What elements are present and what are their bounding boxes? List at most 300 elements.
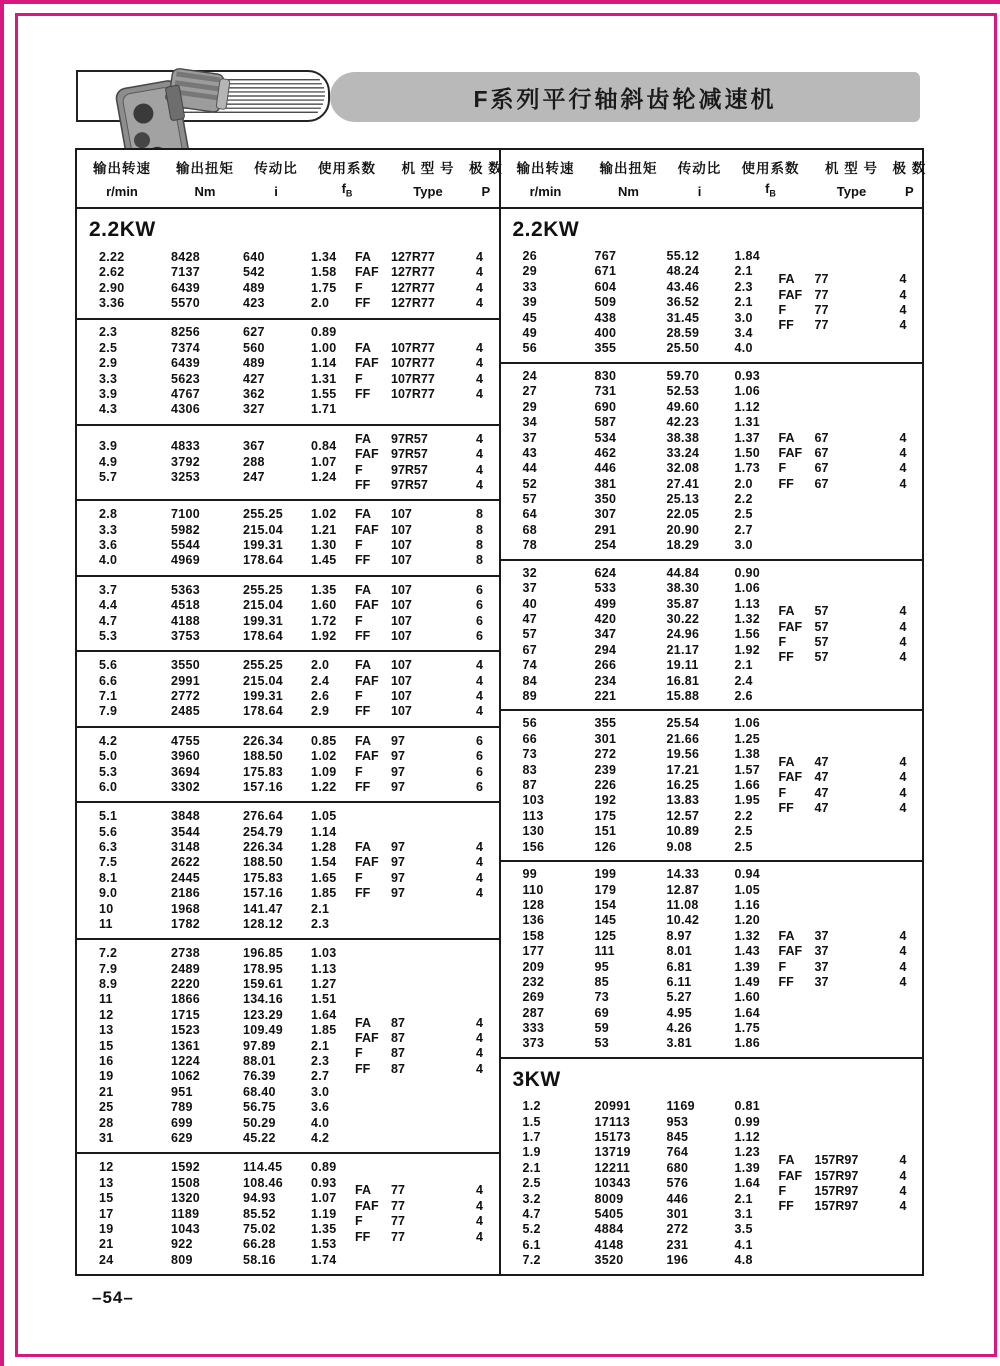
factor-cell: 2.4	[734, 673, 753, 688]
speed-cell: 24	[99, 1252, 114, 1267]
speed-cell: 287	[522, 1005, 545, 1020]
factor-cell: 2.5	[734, 839, 753, 854]
torque-cell: 381	[594, 476, 617, 491]
ratio-cell: 16.81	[666, 673, 700, 688]
type-row	[355, 614, 495, 629]
torque-cell: 1715	[171, 1007, 201, 1022]
section-power-label: 3KW	[512, 1067, 561, 1091]
torque-cell: 3253	[171, 470, 201, 485]
factor-cell: 1.14	[311, 356, 337, 371]
torque-cell: 151	[594, 824, 617, 839]
factor-cell: 1.35	[311, 1221, 337, 1236]
ratio-cell: 4.95	[666, 1005, 693, 1020]
factor-cell: 2.3	[311, 1054, 330, 1069]
table-row	[77, 507, 355, 522]
type-row	[355, 1031, 495, 1046]
ratio-cell: 199.31	[243, 613, 284, 628]
ratio-cell: 75.02	[243, 1221, 276, 1236]
factor-cell: 1.12	[734, 1130, 761, 1145]
table-row	[77, 1085, 355, 1100]
poles-cell: 4	[899, 461, 907, 476]
type-row	[355, 432, 495, 447]
torque-cell: 294	[594, 642, 617, 657]
ratio-cell: 8.01	[666, 944, 693, 959]
torque-cell: 59	[594, 1021, 610, 1036]
speed-cell: 2.5	[522, 1176, 541, 1191]
table-row	[77, 1039, 355, 1054]
type-row	[779, 431, 919, 446]
ratio-cell: 109.49	[243, 1023, 284, 1038]
factor-cell: 1.74	[311, 1252, 337, 1267]
type-prefix-cell: FA	[355, 340, 371, 355]
table-row	[77, 614, 355, 629]
poles-cell: 4	[476, 1214, 483, 1229]
torque-cell: 499	[594, 596, 617, 611]
table-row	[77, 1237, 355, 1252]
factor-cell: 0.85	[311, 733, 337, 748]
speed-cell: 4.2	[99, 733, 118, 748]
type-prefix-cell: FAF	[355, 522, 379, 537]
factor-cell: 1.75	[734, 1021, 761, 1036]
poles-cell: 8	[476, 522, 483, 537]
table-row	[77, 372, 355, 387]
type-row	[355, 1046, 495, 1061]
factor-cell: 1.85	[311, 1023, 337, 1038]
type-code-cell: 127R77	[391, 249, 435, 264]
ratio-cell: 68.40	[243, 1084, 276, 1099]
speed-cell: 28	[99, 1115, 114, 1130]
poles-cell: 4	[476, 462, 483, 477]
torque-cell: 8009	[594, 1191, 624, 1206]
type-code-cell: 107	[391, 704, 412, 719]
speed-cell: 5.6	[99, 824, 118, 839]
factor-cell: 1.21	[311, 522, 337, 537]
table-row	[77, 780, 355, 795]
factor-cell: 4.0	[311, 1115, 330, 1130]
poles-cell: 4	[476, 477, 483, 492]
speed-cell: 4.3	[99, 402, 118, 417]
type-prefix-cell: FF	[355, 296, 371, 311]
torque-cell: 1224	[171, 1054, 201, 1069]
type-row	[355, 840, 495, 855]
table-row	[501, 898, 779, 913]
speed-cell: 3.2	[522, 1191, 541, 1206]
table-row	[77, 1222, 355, 1237]
speed-cell: 158	[522, 928, 545, 943]
factor-cell: 2.1	[734, 264, 753, 279]
poles-cell: 4	[476, 296, 483, 311]
column-header-label: 输出扭矩	[599, 161, 658, 176]
type-prefix-cell: FAF	[355, 749, 379, 764]
type-row	[779, 801, 919, 816]
ratio-cell: 6.81	[666, 959, 693, 974]
speed-cell: 19	[99, 1221, 114, 1236]
torque-cell: 145	[594, 913, 617, 928]
factor-cell: 1.02	[311, 749, 337, 764]
table-row	[77, 674, 355, 689]
factor-cell: 0.89	[311, 1160, 337, 1175]
type-prefix-cell: F	[778, 785, 787, 800]
factor-cell: 2.1	[734, 1191, 753, 1206]
ratio-cell: 327	[243, 402, 265, 417]
speed-cell: 56	[522, 716, 538, 731]
table-row	[77, 1176, 355, 1191]
column-header-row-left	[77, 150, 503, 209]
type-list	[355, 734, 499, 796]
table-row	[501, 1253, 779, 1268]
table-row	[501, 431, 779, 446]
table-row	[77, 598, 355, 613]
factor-cell: 1.25	[734, 731, 761, 746]
type-row	[355, 507, 495, 522]
torque-cell: 2186	[171, 886, 201, 901]
poles-cell: 4	[899, 430, 907, 445]
type-code-cell: 47	[814, 785, 829, 800]
poles-cell: 4	[899, 944, 907, 959]
ratio-cell: 45.22	[243, 1131, 276, 1145]
poles-cell: 6	[476, 628, 483, 643]
type-list	[355, 583, 499, 645]
torque-cell: 350	[594, 492, 617, 507]
factor-cell: 1.49	[734, 974, 761, 989]
ratio-cell: 680	[666, 1160, 689, 1175]
ratio-cell: 4.26	[666, 1021, 693, 1036]
ratio-cell: 128.12	[243, 916, 284, 931]
torque-cell: 690	[594, 399, 617, 414]
type-row	[355, 765, 495, 780]
type-code-cell: 97	[391, 840, 405, 855]
speed-cell: 44	[522, 461, 538, 476]
torque-cell: 5570	[171, 296, 201, 311]
ratio-cell: 25.50	[666, 341, 700, 356]
data-rows	[77, 583, 355, 645]
data-rows	[77, 325, 355, 417]
type-prefix-cell: FAF	[355, 447, 379, 462]
ratio-cell: 301	[666, 1207, 689, 1222]
section-power-label: 2.2KW	[89, 218, 156, 241]
type-code-cell: 107R77	[391, 387, 435, 402]
factor-cell: 0.84	[311, 439, 337, 454]
torque-cell: 533	[594, 581, 617, 596]
factor-cell: 3.6	[311, 1100, 330, 1115]
table-row	[501, 658, 779, 673]
poles-cell: 4	[476, 658, 483, 673]
ratio-cell: 288	[243, 454, 265, 469]
table-row	[501, 867, 779, 882]
torque-cell: 291	[594, 522, 617, 537]
ratio-cell: 25.54	[666, 716, 700, 731]
speed-cell: 4.4	[99, 598, 118, 613]
factor-cell: 1.37	[734, 430, 761, 445]
column-header	[245, 150, 307, 207]
torque-cell: 3848	[171, 809, 201, 824]
type-code-cell: 77	[814, 287, 829, 302]
torque-cell: 266	[594, 658, 617, 673]
type-row	[779, 620, 919, 635]
type-prefix-cell: FF	[778, 974, 794, 989]
type-prefix-cell: FF	[355, 628, 371, 643]
type-row	[355, 855, 495, 870]
column-header-unit: i	[274, 184, 278, 199]
type-code-cell: 97	[391, 870, 405, 885]
type-prefix-cell: F	[355, 870, 363, 885]
type-prefix-cell: FA	[355, 249, 371, 264]
torque-cell: 3694	[171, 764, 201, 779]
poles-cell: 8	[476, 553, 483, 568]
type-code-cell: 97	[391, 764, 405, 779]
ratio-cell: 14.33	[666, 867, 700, 882]
speed-cell: 156	[522, 839, 545, 854]
table-row	[501, 674, 779, 689]
torque-cell: 951	[171, 1084, 193, 1099]
ratio-cell: 175.83	[243, 870, 284, 885]
speed-cell: 3.36	[99, 296, 125, 311]
speed-cell: 128	[522, 897, 545, 912]
ratio-cell: 845	[666, 1130, 689, 1145]
ratio-cell: 6.11	[666, 974, 692, 989]
poles-cell: 4	[476, 689, 483, 704]
torque-cell: 830	[594, 368, 617, 383]
data-rows	[77, 250, 355, 312]
type-code-cell: 47	[814, 770, 829, 785]
ratio-cell: 3.81	[666, 1036, 693, 1051]
poles-cell: 4	[899, 604, 907, 619]
ratio-cell: 215.04	[243, 522, 284, 537]
type-prefix-cell: FAF	[355, 1030, 379, 1045]
poles-cell: 8	[476, 507, 483, 522]
type-prefix-cell: FF	[355, 779, 371, 794]
factor-cell: 1.31	[734, 415, 761, 430]
ratio-cell: 226.34	[243, 840, 284, 855]
table-row	[501, 793, 779, 808]
torque-cell: 2738	[171, 946, 201, 961]
table-row	[77, 250, 355, 265]
type-code-cell: 97R57	[391, 447, 428, 462]
ratio-cell: 953	[666, 1114, 689, 1129]
type-row	[779, 446, 919, 461]
torque-cell: 307	[594, 507, 617, 522]
column-header-unit: $f_B$	[765, 181, 776, 199]
factor-cell: 1.45	[311, 553, 337, 568]
ratio-cell: 22.05	[666, 507, 700, 522]
type-prefix-cell: FAF	[778, 1168, 803, 1183]
factor-cell: 1.06	[734, 581, 761, 596]
ratio-cell: 1169	[666, 1099, 695, 1114]
column-header	[589, 150, 669, 207]
ratio-cell: 178.64	[243, 628, 284, 643]
torque-cell: 3302	[171, 779, 201, 794]
torque-cell: 192	[594, 793, 617, 808]
type-row	[779, 272, 919, 287]
torque-cell: 221	[594, 688, 617, 703]
speed-cell: 11	[99, 992, 113, 1007]
poles-cell: 6	[476, 749, 483, 764]
factor-cell: 1.13	[311, 961, 337, 976]
column-header	[387, 150, 469, 207]
torque-cell: 2485	[171, 704, 201, 719]
type-code-cell: 77	[391, 1214, 405, 1229]
table-row	[77, 840, 355, 855]
type-prefix-cell: FAF	[778, 445, 803, 460]
speed-cell: 5.1	[99, 809, 118, 824]
torque-cell: 4188	[171, 613, 201, 628]
table-row	[501, 597, 779, 612]
type-prefix-cell: FAF	[778, 770, 803, 785]
type-prefix-cell: FF	[778, 318, 794, 333]
data-block	[501, 244, 923, 362]
ratio-cell: 12.87	[666, 882, 700, 897]
poles-cell: 4	[476, 673, 483, 688]
speed-cell: 5.6	[99, 658, 118, 673]
poles-cell: 4	[899, 445, 907, 460]
table-row	[501, 369, 779, 384]
type-row	[779, 1184, 919, 1199]
ratio-cell: 33.24	[666, 445, 700, 460]
ratio-cell: 640	[243, 249, 265, 264]
table-row	[501, 1176, 779, 1191]
speed-cell: 3.9	[99, 387, 118, 402]
table-row	[501, 280, 779, 295]
factor-cell: 1.72	[311, 613, 337, 628]
table-row	[77, 871, 355, 886]
ratio-cell: 367	[243, 439, 265, 454]
column-header-label: 传动比	[254, 161, 298, 176]
type-code-cell: 77	[391, 1229, 405, 1244]
poles-cell: 4	[899, 1199, 907, 1214]
ratio-cell: 12.57	[666, 808, 700, 823]
torque-cell: 587	[594, 415, 617, 430]
speed-cell: 45	[522, 310, 538, 325]
poles-cell: 6	[476, 764, 483, 779]
type-code-cell: 37	[814, 959, 829, 974]
type-prefix-cell: FF	[778, 1199, 794, 1214]
table-row	[77, 356, 355, 371]
type-code-cell: 57	[814, 604, 829, 619]
ratio-cell: 188.50	[243, 749, 284, 764]
factor-cell: 1.85	[311, 886, 337, 901]
factor-cell: 1.39	[734, 959, 761, 974]
table-row	[77, 325, 355, 340]
type-prefix-cell: F	[778, 461, 787, 476]
table-row	[77, 1253, 355, 1268]
ratio-cell: 141.47	[243, 901, 284, 916]
factor-cell: 2.3	[311, 916, 330, 931]
type-prefix-cell: FF	[355, 477, 371, 492]
type-code-cell: 77	[814, 318, 829, 333]
type-row	[779, 650, 919, 665]
torque-cell: 1361	[171, 1038, 201, 1053]
type-prefix-cell: F	[355, 764, 363, 779]
type-code-cell: 157R97	[814, 1153, 859, 1168]
poles-cell: 4	[476, 249, 483, 264]
type-code-cell: 107	[391, 658, 412, 673]
speed-cell: 67	[522, 642, 538, 657]
speed-cell: 7.1	[99, 689, 118, 704]
ratio-cell: 15.88	[666, 688, 700, 703]
data-block	[501, 860, 923, 1057]
power-section	[501, 209, 923, 1057]
speed-cell: 4.9	[99, 454, 118, 469]
ratio-cell: 157.16	[243, 779, 284, 794]
poles-cell: 4	[476, 371, 483, 386]
factor-cell: 1.39	[734, 1160, 761, 1175]
column-header-unit: Type	[413, 184, 443, 199]
type-code-cell: 47	[814, 754, 829, 769]
factor-cell: 2.1	[311, 1038, 330, 1053]
table-row	[501, 975, 779, 990]
factor-cell: 1.60	[734, 990, 761, 1005]
table-row	[501, 326, 779, 341]
type-prefix-cell: F	[355, 1046, 363, 1061]
factor-cell: 4.1	[734, 1237, 753, 1252]
torque-cell: 5982	[171, 522, 201, 537]
ratio-cell: 427	[243, 371, 265, 386]
factor-cell: 1.16	[734, 897, 761, 912]
poles-cell: 6	[476, 613, 483, 628]
type-row	[355, 871, 495, 886]
factor-cell: 0.93	[311, 1175, 337, 1190]
speed-cell: 333	[522, 1021, 545, 1036]
ratio-cell: 56.75	[243, 1100, 276, 1115]
type-prefix-cell: F	[355, 371, 363, 386]
poles-cell: 4	[899, 302, 907, 317]
table-row	[77, 1131, 355, 1146]
type-code-cell: 157R97	[814, 1199, 859, 1214]
factor-cell: 1.66	[734, 778, 761, 793]
left-edge-band	[0, 0, 4, 1366]
ratio-cell: 66.28	[243, 1237, 276, 1252]
factor-cell: 1.09	[311, 764, 337, 779]
ratio-cell: 19.56	[666, 747, 700, 762]
ratio-cell: 10.42	[666, 913, 700, 928]
table-row	[77, 1207, 355, 1222]
factor-cell: 1.50	[734, 445, 761, 460]
factor-cell: 1.64	[311, 1007, 337, 1022]
ratio-cell: 35.87	[666, 596, 700, 611]
ratio-cell: 215.04	[243, 673, 284, 688]
type-row	[355, 734, 495, 749]
ratio-cell: 11.08	[666, 897, 699, 912]
factor-cell: 1.75	[311, 280, 337, 295]
table-row	[77, 1160, 355, 1175]
table-row	[501, 384, 779, 399]
torque-cell: 2445	[171, 870, 201, 885]
ratio-cell: 20.90	[666, 522, 700, 537]
section-power-label: 2.2KW	[512, 218, 580, 241]
torque-cell: 10343	[594, 1176, 631, 1191]
poles-cell: 4	[899, 754, 907, 769]
ratio-cell: 44.84	[666, 565, 700, 580]
torque-cell: 671	[594, 264, 617, 279]
type-code-cell: 67	[814, 476, 829, 491]
table-row	[501, 1222, 779, 1237]
torque-cell: 3544	[171, 824, 201, 839]
type-list	[779, 1153, 923, 1215]
speed-cell: 373	[522, 1036, 545, 1051]
type-prefix-cell: FA	[355, 840, 371, 855]
torque-cell: 6439	[171, 356, 201, 371]
factor-cell: 1.71	[311, 402, 337, 417]
type-code-cell: 107R77	[391, 371, 435, 386]
type-row	[355, 674, 495, 689]
table-row	[77, 523, 355, 538]
speed-cell: 2.9	[99, 356, 118, 371]
table-row	[501, 612, 779, 627]
type-code-cell: 57	[814, 650, 829, 665]
speed-cell: 15	[99, 1191, 114, 1206]
torque-cell: 400	[594, 326, 617, 341]
ratio-cell: 114.45	[243, 1160, 283, 1175]
